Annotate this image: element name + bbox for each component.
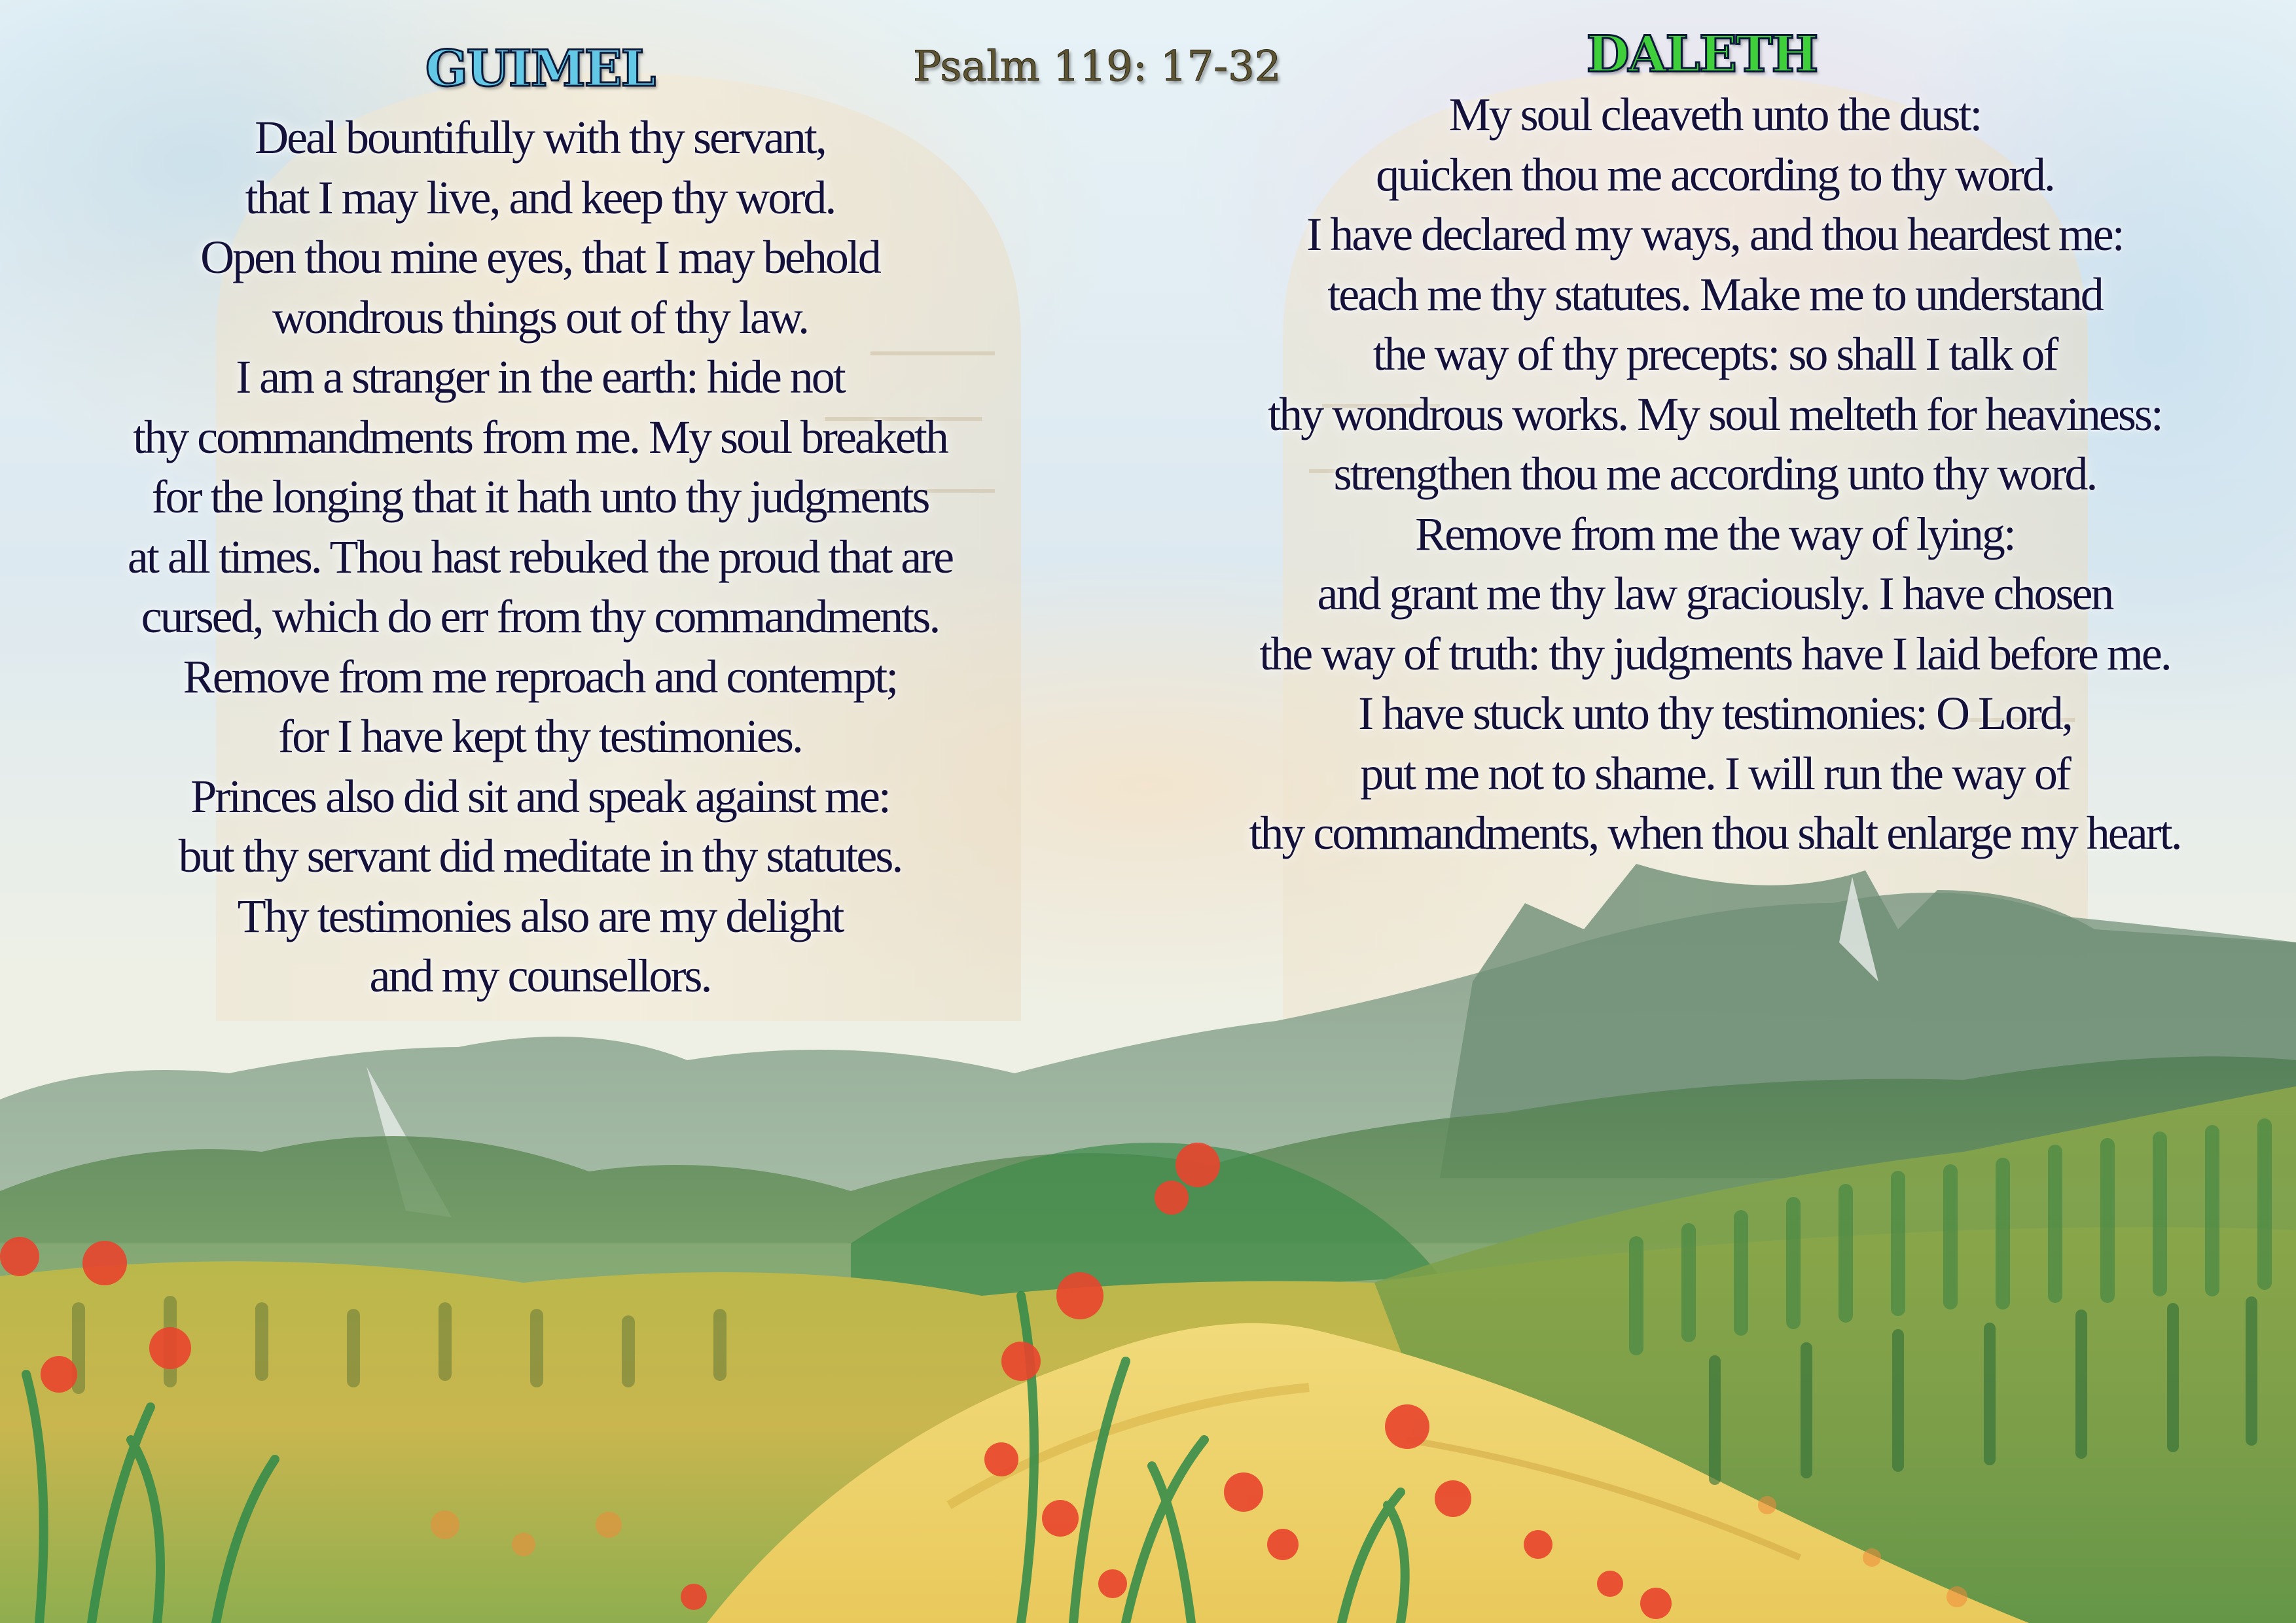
guimel-heading: GUIMEL xyxy=(425,39,655,98)
guimel-line: cursed, which do err from thy commandments. xyxy=(141,590,939,643)
psalm-title: Psalm 119: 17-32 xyxy=(913,43,1282,91)
daleth-line: the way of truth: thy judgments have I laid before me. xyxy=(1259,627,2170,680)
guimel-line: that I may live, and keep thy word. xyxy=(245,171,835,224)
daleth-heading: DALETH xyxy=(1586,25,1818,83)
daleth-line: put me not to shame. I will run the way of xyxy=(1360,747,2070,800)
daleth-verses xyxy=(1152,85,2278,864)
guimel-line: Thy testimonies also are my delight xyxy=(237,889,843,942)
guimel-line: wondrous things out of thy law. xyxy=(272,291,808,344)
daleth-line: Remove from me the way of lying: xyxy=(1415,507,2015,560)
guimel-line: for I have kept thy testimonies. xyxy=(278,710,802,762)
daleth-line: My soul cleaveth unto the dust: xyxy=(1448,88,1981,141)
guimel-line: but thy servant did meditate in thy statutes. xyxy=(178,830,902,882)
daleth-line: I have stuck unto thy testimonies: O Lord, xyxy=(1358,687,2072,740)
daleth-line: and grant me thy law graciously. I have chosen xyxy=(1317,567,2113,620)
daleth-line: the way of thy precepts: so shall I talk of xyxy=(1372,328,2057,380)
daleth-line: quicken thou me according to thy word. xyxy=(1376,148,2054,201)
daleth-line: thy wondrous works. My soul melteth for heaviness: xyxy=(1268,387,2162,440)
daleth-line: teach me thy statutes. Make me to understand xyxy=(1327,268,2102,321)
guimel-line: Princes also did sit and speak against me: xyxy=(190,770,889,823)
guimel-line: for the longing that it hath unto thy judgments xyxy=(151,471,929,523)
daleth-line: strengthen thou me according unto thy word. xyxy=(1333,448,2096,500)
guimel-line: Deal bountifully with thy servant, xyxy=(255,111,825,164)
guimel-line: Open thou mine eyes, that I may behold xyxy=(200,231,880,283)
daleth-line: I have declared my ways, and thou heardest me: xyxy=(1306,208,2123,260)
guimel-line: thy commandments from me. My soul breaketh xyxy=(133,410,947,463)
guimel-line: and my counsellors. xyxy=(369,950,711,1002)
guimel-line: at all times. Thou hast rebuked the proud that are xyxy=(127,530,953,583)
guimel-line: Remove from me reproach and contempt; xyxy=(183,650,897,703)
guimel-verses xyxy=(39,108,1041,1007)
guimel-line: I am a stranger in the earth: hide not xyxy=(236,351,844,403)
daleth-line: thy commandments, when thou shalt enlarge my heart. xyxy=(1249,807,2181,859)
